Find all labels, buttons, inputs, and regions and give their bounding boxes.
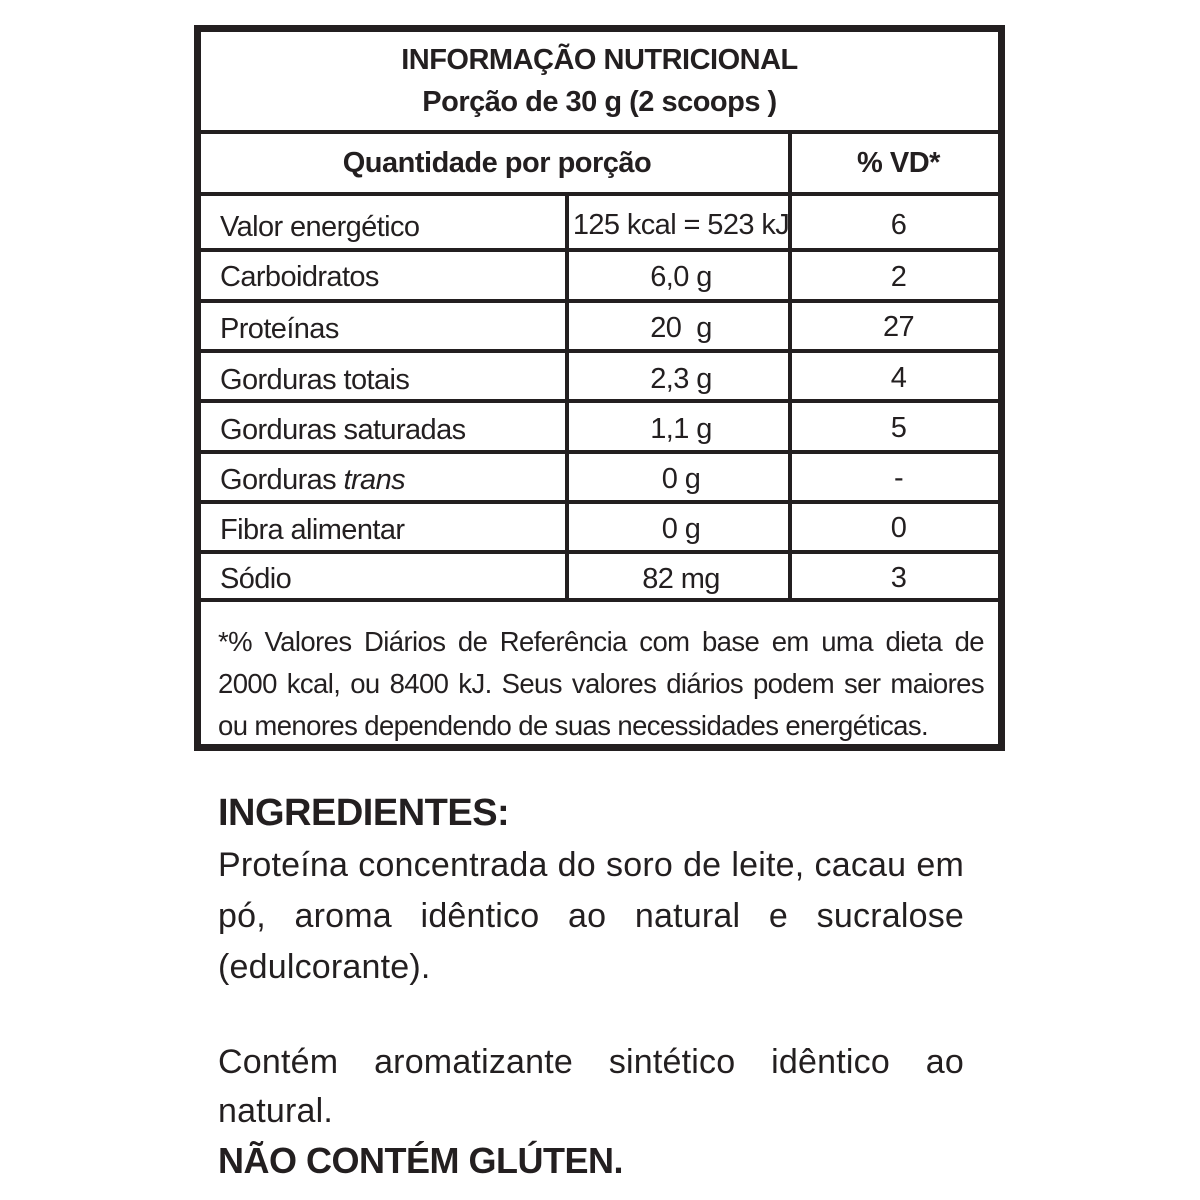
ingredients-title: INGREDIENTES: [218, 792, 510, 834]
nutrient-name: Carboidratos [220, 261, 379, 293]
nutrient-name: Fibra alimentar [220, 514, 405, 546]
divider [201, 349, 998, 353]
nutrient-vd: 27 [882, 311, 915, 343]
divider [201, 450, 998, 454]
divider [201, 192, 998, 196]
nutrient-vd: 2 [890, 261, 907, 293]
serving-size: Porção de 30 g (2 scoops ) [422, 86, 777, 118]
divider [201, 598, 998, 602]
divider [201, 500, 998, 504]
nutrient-name: Proteínas [220, 313, 339, 345]
nutrient-quantity: 6,0 g [650, 261, 712, 293]
header-vd: % VD* [857, 147, 940, 179]
nutrient-name: Gorduras trans [220, 464, 406, 496]
nutrient-name: Gorduras totais [220, 364, 410, 396]
ingredients-text: Proteína concentrada do soro de leite, cacau em pó, aroma idêntico ao natural e sucralose (edulcorante). [218, 846, 964, 986]
divider [201, 399, 998, 403]
nutrient-quantity: 0 g [661, 463, 701, 495]
nutrition-facts-table [194, 25, 1005, 751]
nutrient-name: Sódio [220, 563, 292, 595]
vd-footnote: *% Valores Diários de Referência com base em uma dieta de 2000 kcal, ou 8400 kJ. Seus valores diários podem ser maiores ou menores dependendo de suas necessidades energéticas. [218, 626, 984, 741]
nutrient-name: Gorduras saturadas [220, 414, 466, 446]
nutrient-quantity: 20 g [650, 312, 712, 344]
nutrient-quantity: 125 kcal = 523 kJ [572, 209, 790, 241]
header-quantity: Quantidade por porção [342, 147, 652, 179]
divider [201, 550, 998, 554]
nutrient-quantity: 0 g [661, 513, 701, 545]
nutrient-vd: 6 [890, 209, 907, 241]
flavoring-statement: Contém aromatizante sintético idêntico ao natural. [218, 1043, 964, 1130]
gluten-statement: NÃO CONTÉM GLÚTEN. [218, 1140, 623, 1181]
nutrient-name: Valor energético [220, 211, 420, 243]
divider [201, 299, 998, 303]
nutrient-vd: 3 [890, 562, 907, 594]
divider [201, 248, 998, 252]
nutrient-name-italic: trans [343, 464, 406, 496]
nutrition-header-row [201, 134, 998, 192]
nutrient-quantity: 2,3 g [650, 363, 712, 395]
nutrient-vd: 0 [890, 512, 907, 544]
nutrient-quantity: 82 mg [642, 563, 720, 595]
nutrient-vd: 4 [890, 362, 907, 394]
nutrient-vd: 5 [890, 412, 907, 444]
nutrition-title-block [201, 32, 998, 133]
nutrient-vd: - [893, 462, 904, 494]
nutrient-quantity: 1,1 g [650, 413, 712, 445]
nutrition-title: INFORMAÇÃO NUTRICIONAL [401, 44, 798, 76]
